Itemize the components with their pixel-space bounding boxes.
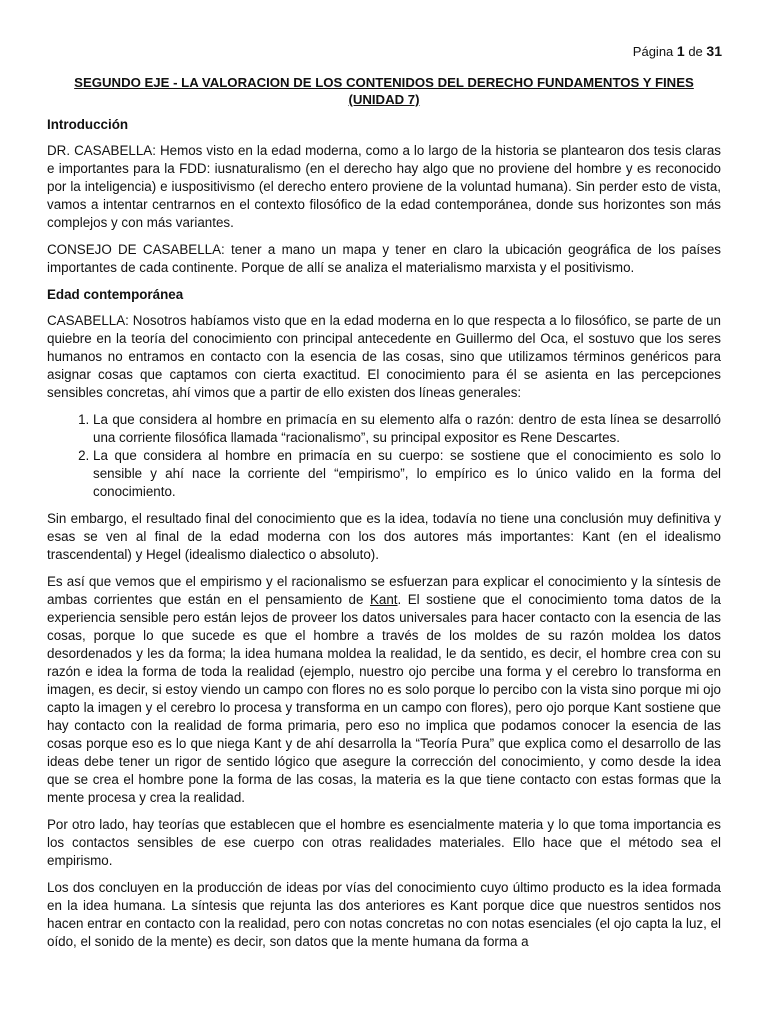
paragraph-kant bbox=[47, 573, 721, 807]
kant-link[interactable]: Kant bbox=[369, 592, 398, 607]
paragraph-edad-1: CASABELLA: Nosotros habíamos visto que en la edad moderna en lo que respecta a lo filosófico, se parte de un quiebre en la teoría del conocimiento con principal antecedente en Guillermo del Oca, el sostuvo que los seres humanos no entramos en contacto con la esencia de las cosas, sino que utilizamos términos genéricos para asignar cosas que captamos con cierta exactitud. El conocimiento para él se asienta en las percepciones sensibles concretas, ahí vimos que a partir de ello existen dos líneas generales: bbox=[47, 313, 721, 400]
paragraph-intro-1: DR. CASABELLA: Hemos visto en la edad moderna, como a lo largo de la historia se plantearon dos tesis claras e importantes para la FDD: iusnaturalismo (en el derecho hay algo que no proviene del hombre y es reconocido por la inteligencia) e iuspositivismo (el derecho entero proviene de la voluntad humana). Sin perder esto de vista, vamos a intentar centrarnos en el contexto filosófico de la edad contemporánea, donde sus horizontes son más complejos y con más variantes. bbox=[47, 143, 721, 230]
document-title: SEGUNDO EJE - LA VALORACION DE LOS CONTENIDOS DEL DERECHO FUNDAMENTOS Y FINES (UNIDAD 7) bbox=[74, 75, 694, 107]
paragraph-sin-embargo: Sin embargo, el resultado final del conocimiento que es la idea, todavía no tiene una conclusión muy definitiva y esas se ven al final de la edad moderna con los dos autores más importantes: Kant (en el idealismo trascendental) y Hegel (idealismo dialectico o absoluto). bbox=[47, 511, 721, 562]
heading-introduccion: Introducción bbox=[47, 117, 129, 132]
list-item: 2. La que considera al hombre en primacía en su cuerpo: se sostiene que el conocimiento es solo lo sensible y ahí nace la corriente del “empirismo”, lo empírico es lo único valido en la forma del conocimiento. bbox=[93, 447, 721, 501]
paragraph-kant-start: Es así que vemos que el empirismo y el racionalismo se esfuerzan para explicar el conocimiento y la síntesis de ambas corrientes que están en el pensamiento de bbox=[47, 574, 721, 607]
total-pages-number: 31 bbox=[706, 43, 722, 59]
numbered-list bbox=[47, 411, 721, 501]
paragraph-intro-2: CONSEJO DE CASABELLA: tener a mano un mapa y tener en claro la ubicación geográfica de los países importantes de cada continente. Porque de allí se analiza el materialismo marxista y el positivismo. bbox=[47, 242, 721, 275]
paragraph-los-dos: Los dos concluyen en la producción de ideas por vías del conocimiento cuyo último producto es la idea formada en la idea humana. La síntesis que rejunta las dos anteriores es Kant porque dice que nuestros sentidos nos hacen entrar en contacto con la realidad, pero con notas concretas no con notas esenciales (el ojo capta la luz, el oído, el sonido de la mente) es decir, son datos que la mente humana da forma a bbox=[47, 880, 721, 949]
page-label: Página bbox=[632, 44, 674, 59]
heading-edad-contemporanea: Edad contemporánea bbox=[47, 287, 184, 302]
list-item: 1. La que considera al hombre en primacía en su elemento alfa o razón: dentro de esta línea se desarrolló una corriente filosófica llamada “racionalismo”, su principal expositor es Rene Descartes. bbox=[93, 411, 721, 447]
page-separator: de bbox=[688, 44, 703, 59]
paragraph-otro-lado: Por otro lado, hay teorías que establecen que el hombre es esencialmente materia y lo que toma importancia es los contactos sensibles de ese cuerpo con otras realidades materiales. Ello hace que el método sea el empirismo. bbox=[47, 817, 721, 868]
current-page-number: 1 bbox=[676, 43, 685, 59]
document-body bbox=[47, 74, 721, 960]
page-indicator bbox=[633, 43, 722, 59]
paragraph-kant-rest: . El sostiene que el conocimiento toma datos de la experiencia sensible pero están lejos de proveer los datos universales para hacer contacto con la esencia de las cosas, porque lo que sucede es que el hombre a través de los moldes de su razón moldea los datos desordenados y les da forma; la idea humana moldea la realidad, le da sentido, es decir, el hombre crea con su razón e idea la forma de toda la realidad (ejemplo, nuestro ojo percibe una forma y el cerebro lo transforma en imagen, es decir, si estoy viendo un campo con flores no es solo porque lo percibo con la vista sino porque mi ojo capto la imagen y el cerebro lo procesa y transforma en un campo con flores), pero ojo porque Kant sostiene que hay contacto con la realidad de forma primaria, pero eso no implica que podamos conocer la esencia de las cosas porque eso es lo que niega Kant y de ahí desarrolla la “Teoría Pura” que explica como el desarrollo de las ideas debe tener un rigor de sentido lógico que asegure la corrección del conocimiento, y como desde la idea que se crea el hombre pone la forma de las cosas, la materia es la que tiene contacto con estas formas que la mente procesa y crea la realidad. bbox=[47, 592, 722, 805]
